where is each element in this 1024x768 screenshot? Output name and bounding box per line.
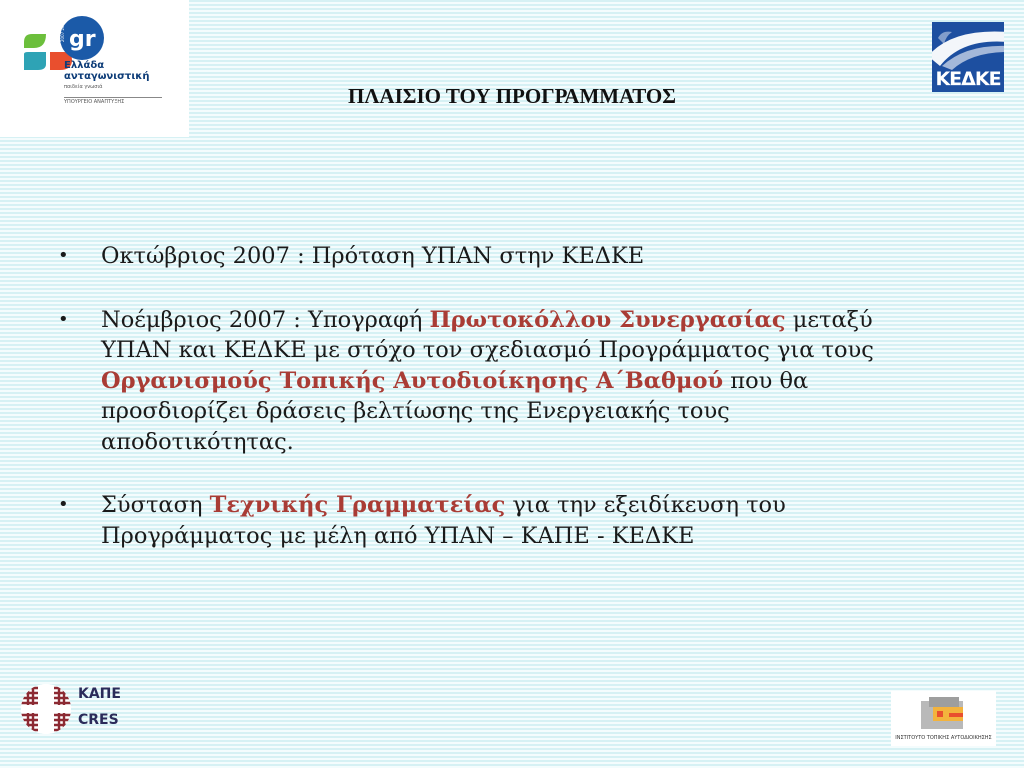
bullet-text: μεταξύ ΥΠΑΝ και ΚΕΔΚΕ με στόχο τον σχεδιασμό Προγράμματος για τους: [101, 306, 874, 363]
ita-emblem-icon: [891, 691, 996, 735]
gr-logo-line1: Ελλάδα: [64, 60, 105, 71]
bullet-highlight: Οργανισμούς Τοπικής Αυτοδιοίκησης Α΄Βαθμού: [101, 367, 724, 394]
gr-logo-icon: [20, 14, 110, 94]
bullet-text: Σύσταση: [101, 492, 210, 518]
kape-logo: [20, 674, 120, 744]
gr-logo-line2: ανταγωνιστική: [64, 71, 150, 82]
kedke-logo-text: ΚΕΔΚΕ: [935, 68, 1001, 90]
bullet-highlight: Πρωτοκόλλου Συνεργασίας: [429, 306, 786, 333]
kedke-logo: [932, 22, 1004, 92]
ellada-antagonistiki-logo: [0, 0, 189, 137]
kape-logo-line1: ΚΑΠΕ: [78, 686, 121, 702]
gr-logo-small1: παιδεία γνωσιά: [64, 84, 103, 90]
bullet-text: που θα προσδιορίζει δράσεις βελτίωσης της Ενεργειακής τους αποδοτικότητας.: [101, 367, 809, 455]
ita-logo: [891, 691, 996, 746]
kape-logo-line2: CRES: [78, 712, 119, 728]
bullet-text: για την εξειδίκευση του Προγράμματος με μέλη από ΥΠΑΝ – ΚΑΠΕ - ΚΕΔΚΕ: [101, 492, 786, 549]
bullet-marker: •: [58, 245, 69, 266]
ita-logo-text: ΙΝΣΤΙΤΟΥΤΟ ΤΟΠΙΚΗΣ ΑΥΤΟΔΙΟΙΚΗΣΗΣ: [895, 735, 992, 741]
bullet-text: Νοέμβριος 2007 : Υπογραφή: [101, 306, 430, 333]
bullet-item: [58, 305, 928, 458]
kape-globe-icon: [20, 674, 72, 744]
gr-mark: gr: [69, 27, 96, 52]
gr-logo-small2: ΥΠΟΥΡΓΕΙΟ ΑΝΑΠΤΥΞΗΣ: [64, 97, 162, 105]
bullet-text: Οκτώβριος 2007 : Πρόταση ΥΠΑΝ στην ΚΕΔΚΕ: [101, 243, 645, 269]
bullet-item: [58, 490, 928, 551]
kedke-swoosh-icon: [932, 22, 1004, 70]
bullet-marker: •: [58, 494, 69, 515]
bullet-marker: •: [58, 308, 69, 330]
gr-logo-text: [64, 60, 149, 82]
page-title: ΠΛΑΙΣΙΟ ΤΟΥ ΠΡΟΓΡΑΜΜΑΤΟΣ: [348, 84, 676, 108]
bullet-highlight: Τεχνικής Γραμματείας: [209, 492, 506, 518]
gr-years: 2007 2013: [60, 20, 65, 42]
bullet-list: [58, 241, 928, 584]
bullet-item: [58, 241, 928, 272]
